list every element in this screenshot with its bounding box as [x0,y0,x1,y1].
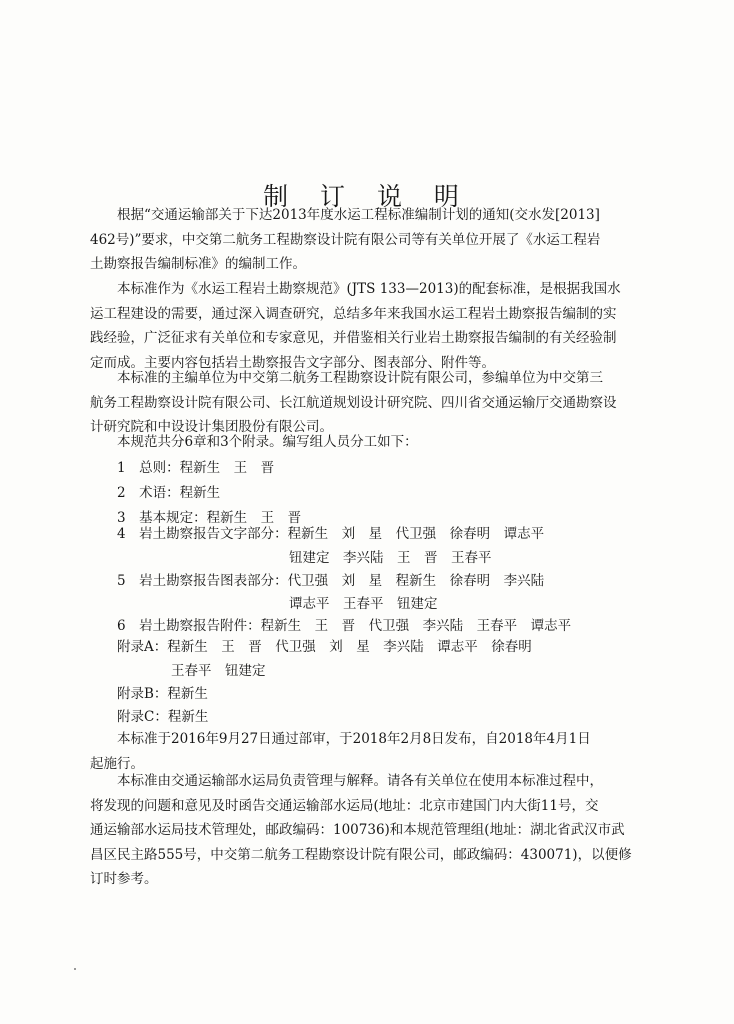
text-line: 本标准作为《水运工程岩土勘察规范》(JTS 133—2013)的配套标准，是根据我国水 [117,281,621,297]
page-title: 制 订 说 明 [263,181,471,211]
text-line: 462号)”要求，中交第二航务工程勘察设计院有限公司等有关单位开展了《水运工程岩 [90,231,601,248]
text-line: 起施行。 [90,755,144,772]
text-line: 定而成。主要内容包括岩土勘察报告文字部分、图表部分、附件等。 [90,354,495,371]
text-line: 土勘察报告编制标准》的编制工作。 [90,256,306,272]
paragraph-editors [90,366,662,440]
assignment-chapter-5: 5 岩土勘察报告图表部分：代卫强 刘 星 程新生 徐春明 李兴陆 [117,573,545,589]
text-line: 航务工程勘察设计院有限公司、长江航道规划设计研究院、四川省交通运输厅交通勘察设 [90,394,617,411]
assignment-appendix-a: 附录A：程新生 王 晋 代卫强 刘 星 李兴陆 谭志平 徐春明 [117,639,532,655]
text-line: 计研究院和中设设计集团股份有限公司。 [90,419,333,435]
assignment-chapter-2: 2 术语：程新生 [117,485,221,501]
assignment-chapter-3: 3 基本规定：程新生 王 晋 [117,510,302,526]
assignment-chapter-4-cont: 钮建定 李兴陆 王 晋 王春平 [289,550,492,566]
text-line: 昌区民主路555号，中交第二航务工程勘察设计院有限公司，邮政编码：430071)，以便修 [90,846,632,863]
text-line: 根据“交通运输部关于下达2013年度水运工程标准编制计划的通知(交水发[2013] [117,207,600,223]
text-line: 通运输部水运局技术管理处，邮政编码：100736)和本规范管理组(地址：湖北省武汉市武 [90,822,625,838]
text-line: 运工程建设的需要，通过深入调查研究，总结多年来我国水运工程岩土勘察报告编制的实 [90,305,617,322]
paragraph-background [90,203,662,277]
assignment-chapter-1: 1 总则：程新生 王 晋 [117,460,275,476]
assignment-appendix-c: 附录C：程新生 [117,709,209,725]
scan-speck [74,968,76,970]
text-line: 本标准由交通运输部水运局负责管理与解释。请各有关单位在使用本标准过程中， [117,773,603,789]
assignment-chapter-4: 4 岩土勘察报告文字部分：程新生 刘 星 代卫强 徐春明 谭志平 [117,526,545,542]
text-line: 本标准于2016年9月27日通过部审，于2018年2月8日发布，自2018年4月1日 [117,731,591,747]
text-line: 践经验，广泛征求有关单位和专家意见，并借鉴相关行业岩土勘察报告编制的有关经验制 [90,330,617,346]
assignment-chapter-5-cont: 谭志平 王春平 钮建定 [289,596,438,612]
paragraph-management [90,769,662,892]
text-line: 将发现的问题和意见及时函告交通运输部水运局(地址：北京市建国门内大街11号，交 [90,797,599,814]
assignment-appendix-a-cont: 王春平 钮建定 [171,663,266,679]
paragraph-structure: 本规范共分6章和3个附录。编写组人员分工如下： [117,434,418,450]
text-line: 本标准的主编单位为中交第二航务工程勘察设计院有限公司，参编单位为中交第三 [117,370,603,386]
text-line: 订时参考。 [90,871,158,887]
assignment-chapter-6: 6 岩土勘察报告附件：程新生 王 晋 代卫强 李兴陆 王春平 谭志平 [117,618,572,634]
assignment-appendix-b: 附录B：程新生 [117,686,208,702]
paragraph-purpose [90,277,662,375]
